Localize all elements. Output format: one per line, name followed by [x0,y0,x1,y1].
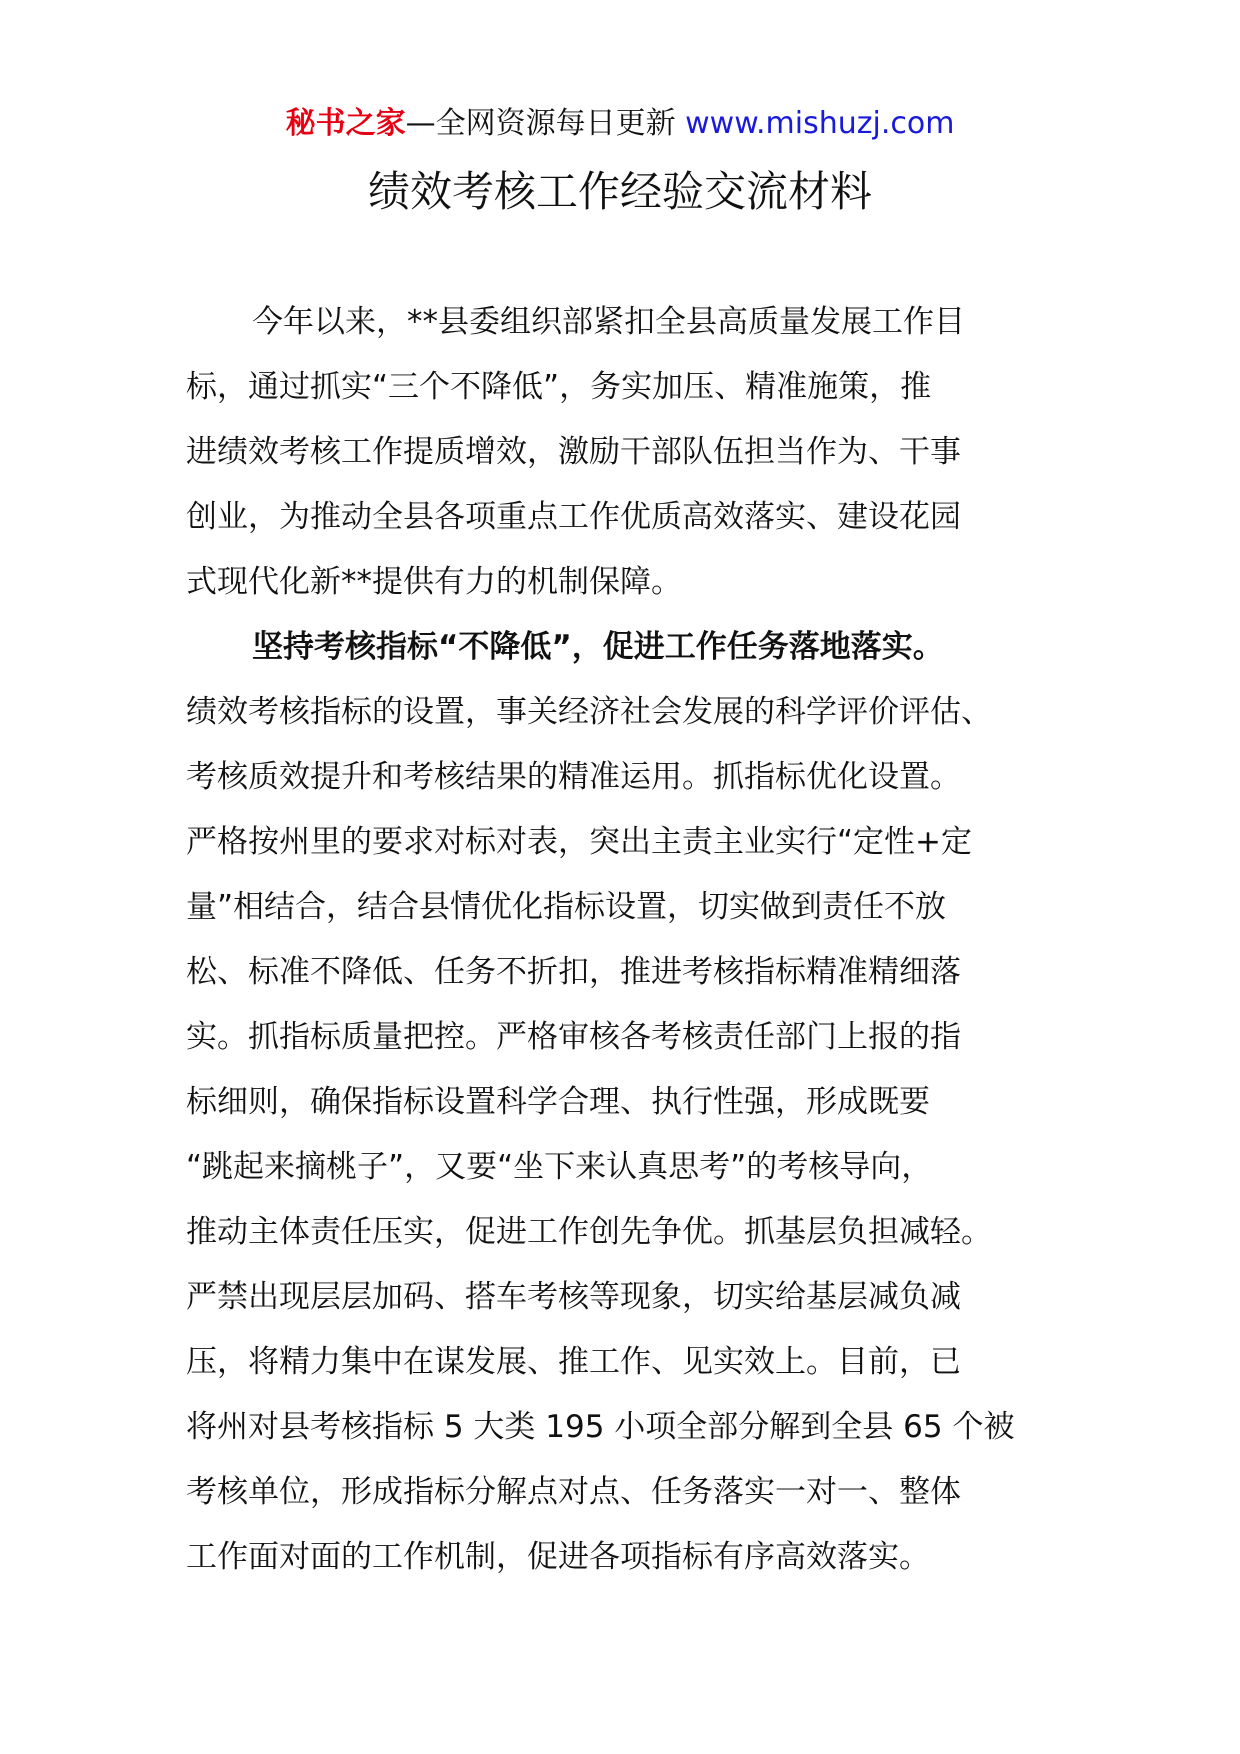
paragraph-line: 推动主体责任压实，促进工作创先争优。抓基层负担减轻。 [186,1214,992,1250]
site-brand: 秘书之家 [285,106,406,141]
paragraph-line: 松、标准不降低、任务不折扣，推进考核指标精准精细落 [186,954,961,990]
paragraph-line: 将州对县考核指标 5 大类 195 小项全部分解到全县 65 个被 [186,1409,1015,1445]
paragraph-line: 绩效考核指标的设置，事关经济社会发展的科学评价评估、 [186,694,992,730]
paragraph-line: 工作面对面的工作机制，促进各项指标有序高效落实。 [186,1539,930,1575]
paragraph-line: 量”相结合，结合县情优化指标设置，切实做到责任不放 [186,889,947,925]
paragraph-line: 严格按州里的要求对标对表，突出主责主业实行“定性+定 [186,824,973,860]
paragraph-line: 创业，为推动全县各项重点工作优质高效落实、建设花园 [186,499,961,535]
paragraph-line: 考核单位，形成指标分解点对点、任务落实一对一、整体 [186,1474,961,1510]
section-heading: 坚持考核指标“不降低”，促进工作任务落地落实。 [252,629,944,665]
paragraph-line: 实。抓指标质量把控。严格审核各考核责任部门上报的指 [186,1019,961,1055]
paragraph-line: 标，通过抓实“三个不降低”，务实加压、精准施策，推 [186,369,932,405]
paragraph-line: 进绩效考核工作提质增效，激励干部队伍担当作为、干事 [186,434,961,470]
paragraph-line: “跳起来摘桃子”，又要“坐下来认真思考”的考核导向， [186,1149,933,1185]
document-title: 绩效考核工作经验交流材料 [367,167,872,216]
paragraph-line: 式现代化新**提供有力的机制保障。 [186,564,682,600]
site-url-link[interactable]: www.mishuzj.com [685,106,955,141]
paragraph-line: 严禁出现层层加码、搭车考核等现象，切实给基层减负减 [186,1279,961,1315]
paragraph-line: 考核质效提升和考核结果的精准运用。抓指标优化设置。 [186,759,961,795]
document-body [186,290,1056,1590]
site-header [0,104,1240,144]
paragraph-line: 标细则，确保指标设置科学合理、执行性强，形成既要 [186,1084,930,1120]
paragraph-line: 压，将精力集中在谋发展、推工作、见实效上。目前，已 [186,1344,961,1380]
site-tagline: —全网资源每日更新 [405,106,676,141]
paragraph-line: 今年以来，**县委组织部紧扣全县高质量发展工作目 [252,304,965,340]
